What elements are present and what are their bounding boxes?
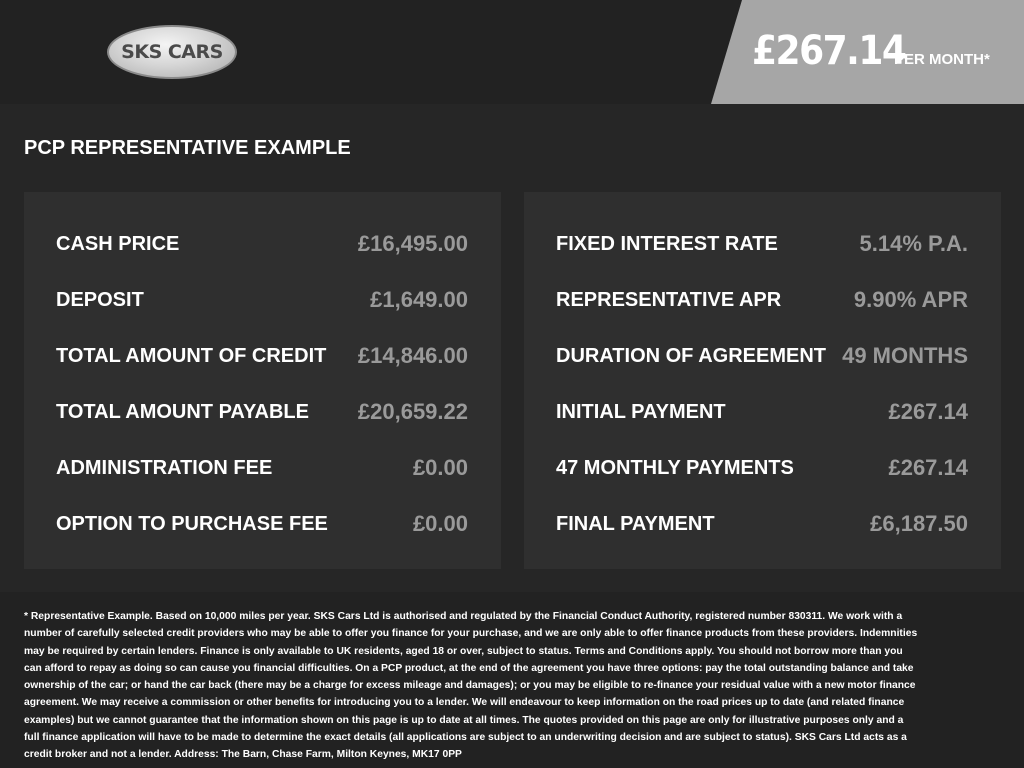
row-initial-payment: [556, 397, 968, 427]
row-value: £0.00: [412, 511, 468, 536]
row-label: CASH PRICE: [56, 232, 180, 255]
row-fixed-interest-rate: [556, 229, 968, 259]
row-duration-of-agreement: [556, 341, 968, 371]
row-value: £20,659.22: [357, 399, 468, 424]
finance-details-left-panel: [24, 192, 501, 569]
row-label: 47 MONTHLY PAYMENTS: [556, 456, 794, 479]
section-title: PCP REPRESENTATIVE EXAMPLE: [24, 137, 351, 159]
per-month-label: PER MONTH*: [894, 51, 990, 68]
row-final-payment: [556, 509, 968, 539]
row-monthly-payments: [556, 453, 968, 483]
row-value: £267.14: [888, 399, 968, 424]
row-value: 5.14% P.A.: [859, 231, 968, 256]
sks-cars-logo[interactable]: [107, 25, 237, 79]
row-cash-price: [56, 229, 468, 259]
row-label: FINAL PAYMENT: [556, 512, 715, 535]
row-value: 9.90% APR: [853, 287, 968, 312]
row-administration-fee: [56, 453, 468, 483]
row-label: REPRESENTATIVE APR: [556, 288, 782, 311]
monthly-amount: £267.14: [752, 28, 906, 74]
header-bar: [0, 0, 1024, 104]
row-total-amount-payable: [56, 397, 468, 427]
row-value: £267.14: [888, 455, 968, 480]
row-value: £6,187.50: [870, 511, 968, 536]
row-total-amount-of-credit: [56, 341, 468, 371]
row-label: OPTION TO PURCHASE FEE: [56, 512, 328, 535]
logo-text: SKS CARS: [121, 41, 223, 63]
row-deposit: [56, 285, 468, 315]
row-option-to-purchase-fee: [56, 509, 468, 539]
row-value: £1,649.00: [370, 287, 468, 312]
row-label: DEPOSIT: [56, 288, 144, 311]
row-label: INITIAL PAYMENT: [556, 400, 726, 423]
row-value: £0.00: [412, 455, 468, 480]
row-label: TOTAL AMOUNT PAYABLE: [56, 400, 309, 423]
row-label: DURATION OF AGREEMENT: [556, 344, 826, 367]
row-label: FIXED INTEREST RATE: [556, 232, 778, 255]
row-value: £14,846.00: [357, 343, 468, 368]
row-value: £16,495.00: [357, 231, 468, 256]
row-representative-apr: [556, 285, 968, 315]
disclaimer-text: * Representative Example. Based on 10,000 miles per year. SKS Cars Ltd is authorised and regulated by the Financial Conduct Authority, registered number 830311. We work with a number of carefully selected credit providers who may be able to offer you finance for your purchase, and we are only able to offer finance products from these providers. Indemnities may be required by certain lenders. Finance is only available to UK residents, aged 18 or over, subject to status. Terms and Conditions apply. You should not borrow more than you can afford to repay as doing so can cause you financial difficulties. On a PCP product, at the end of the agreement you have three options: pay the total outstanding balance and take ownership of the car; or hand the car back (there may be a charge for excess mileage and damages); or you may be eligible to re-finance your residual value with a new motor finance agreement. We may receive a commission or other benefits for introducing you to a lender. We will endeavour to keep information on the road prices up to date (and related finance examples) but we cannot guarantee that the information shown on this page is up to date at all times. The quotes provided on this page are only for illustrative purposes only and a full finance application will have to be made to determine the exact details (all applications are subject to an underwriting decision and are subject to status). SKS Cars Ltd acts as a credit broker and not a lender. Address: The Barn, Chase Farm, Milton Keynes, MK17 0PP: [24, 611, 918, 761]
row-value: 49 MONTHS: [842, 343, 968, 368]
disclaimer-section: [0, 592, 1024, 768]
finance-details-right-panel: [524, 192, 1001, 569]
row-label: ADMINISTRATION FEE: [56, 456, 273, 479]
row-label: TOTAL AMOUNT OF CREDIT: [56, 344, 327, 367]
